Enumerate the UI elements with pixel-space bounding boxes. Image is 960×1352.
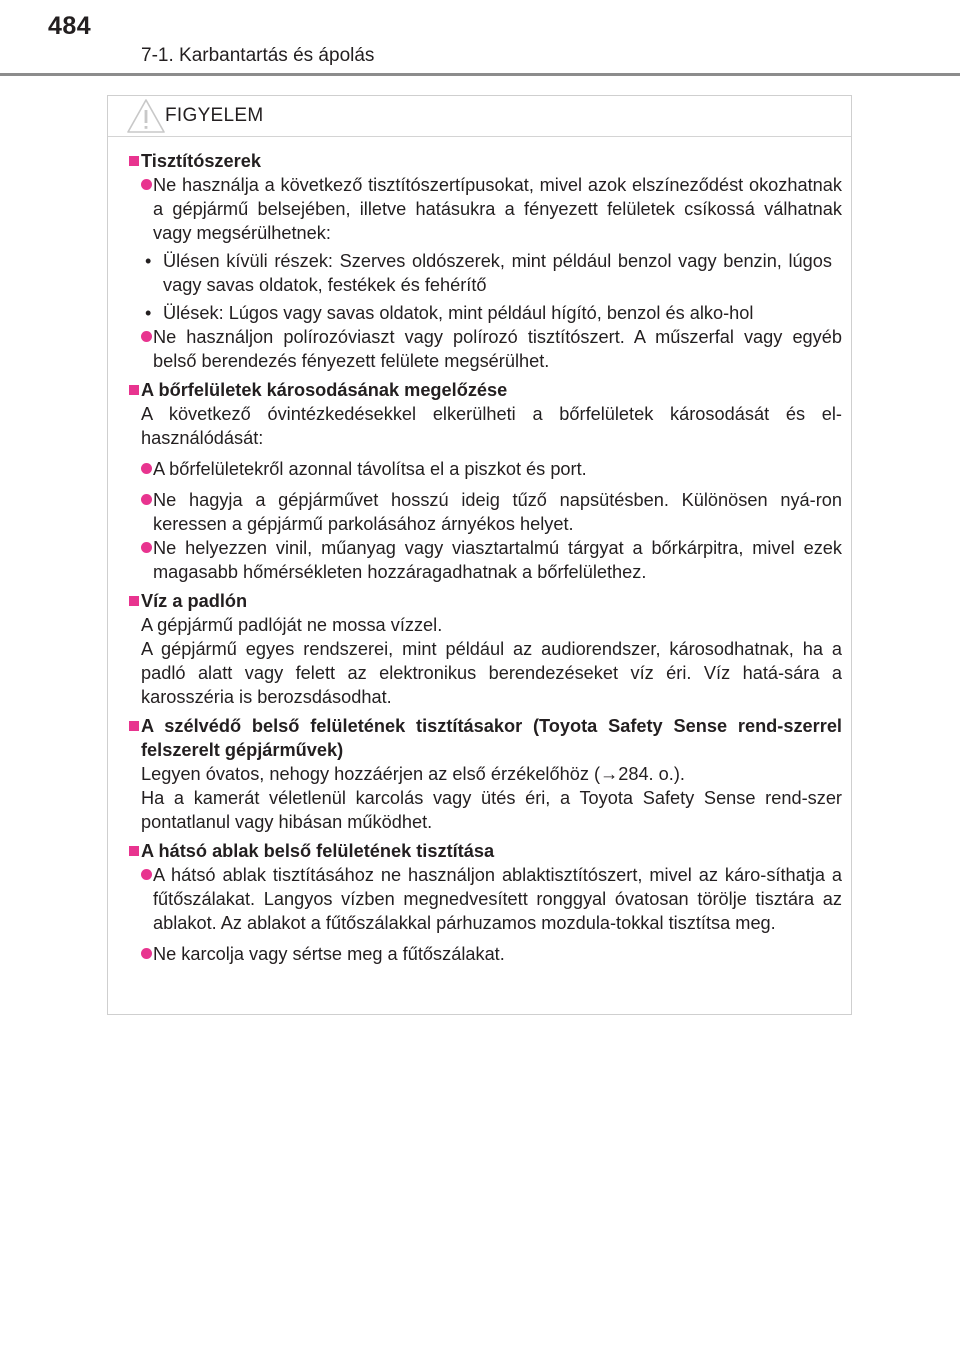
section-floor-water (129, 589, 842, 709)
paragraph: A gépjármű egyes rendszerei, mint például az audiorendszer, károsodhatnak, ha a padló alatt vagy felett az elektronikus berendezéseket víz éri. Víz hatá-sára a karosszéria is berozsdásodhat. (141, 639, 842, 707)
section-rear-window (129, 839, 842, 966)
circle-bullet-icon (141, 331, 152, 342)
circle-bullet-icon (141, 948, 152, 959)
square-bullet-icon (129, 156, 139, 166)
paragraph: A gépjármű padlóját ne mossa vízzel. (141, 615, 443, 635)
dot-bullet-icon: • (145, 303, 152, 323)
circle-bullet-icon (141, 179, 152, 190)
paragraph: A következő óvintézkedésekkel elkerülheti a bőrfelületek károsodását és el-használódását: (141, 404, 842, 448)
section-heading: Tisztítószerek (129, 149, 842, 173)
sub-list-item: • Ülésen kívüli részek: Szerves oldószerek, mint például benzol vagy benzin, lúgos vagy savas oldatok, festékek és fehérítő (145, 251, 832, 295)
circle-bullet-icon (141, 463, 152, 474)
square-bullet-icon (129, 385, 139, 395)
warning-box (107, 95, 852, 1015)
warning-header (108, 96, 851, 137)
section-heading: A bőrfelületek károsodásának megelőzése (129, 378, 842, 402)
section-heading: A hátsó ablak belső felületének tisztítása (129, 839, 842, 863)
paragraph: Legyen óvatos, nehogy hozzáérjen az első érzékelőhöz (→284. o.). (141, 764, 685, 784)
list-item: A bőrfelületekről azonnal távolítsa el a piszkot és port. (129, 457, 842, 481)
warning-content (108, 137, 851, 966)
square-bullet-icon (129, 846, 139, 856)
sub-list-item: • Ülések: Lúgos vagy savas oldatok, mint például hígító, benzol és alko-hol (145, 303, 754, 323)
circle-bullet-icon (141, 494, 152, 505)
list-item: Ne használja a következő tisztítószertípusokat, mivel azok elszíneződést okozhatnak a gépjármű belsejében, illetve hatásukra a fényezett felületek csíkossá válhatnak vagy megsérülhetnek: (129, 173, 842, 245)
list-item: Ne karcolja vagy sértse meg a fűtőszálakat. (129, 942, 842, 966)
square-bullet-icon (129, 596, 139, 606)
warning-triangle-icon (126, 98, 166, 134)
warning-title: FIGYELEM (165, 105, 264, 126)
list-item: Ne hagyja a gépjárművet hosszú ideig tűző napsütésben. Különösen nyá-ron keressen a gépjármű parkolásához árnyékos helyet. (129, 488, 842, 536)
dot-bullet-icon: • (145, 251, 152, 271)
list-item: A hátsó ablak tisztításához ne használjon ablaktisztítószert, mivel az káro-síthatja a fűtőszálakat. Langyos vízben megnedvesített ronggyal óvatosan törölje tisztára az ablakot. Az ablakot a fűtőszálakkal párhuzamos mozdula-tokkal tisztítsa meg. (129, 863, 842, 935)
circle-bullet-icon (141, 869, 152, 880)
circle-bullet-icon (141, 542, 152, 553)
header-divider (0, 73, 960, 76)
square-bullet-icon (129, 721, 139, 731)
page-header (0, 0, 960, 80)
section-heading: Víz a padlón (129, 589, 842, 613)
section-windshield (129, 714, 842, 834)
section-cleaners (129, 149, 842, 373)
list-item: Ne helyezzen vinil, műanyag vagy viasztartalmú tárgyat a bőrkárpitra, mivel ezek magasabb hőmérsékleten hozzáragadhatnak a bőrfelülethez. (129, 536, 842, 584)
page-number: 484 (48, 12, 92, 40)
section-leather (129, 378, 842, 584)
section-title: 7-1. Karbantartás és ápolás (141, 45, 375, 66)
list-item: Ne használjon polírozóviaszt vagy polírozó tisztítószert. A műszerfal vagy egyéb belső berendezés fényezett felülete megsérülhet. (129, 325, 842, 373)
section-heading: A szélvédő belső felületének tisztításakor (Toyota Safety Sense rend-szerrel felszerelt gépjárművek) (129, 714, 842, 762)
paragraph: Ha a kamerát véletlenül karcolás vagy ütés éri, a Toyota Safety Sense rend-szer pontatlanul vagy hibásan működhet. (141, 788, 842, 832)
